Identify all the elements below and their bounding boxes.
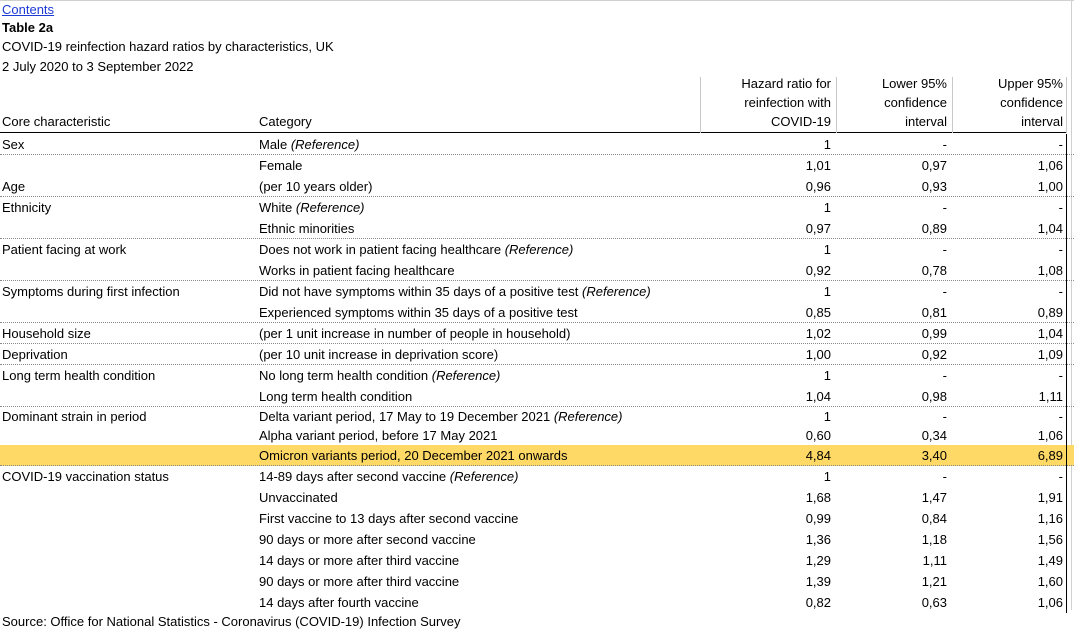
cell-lower-ci: 0,81 [921, 305, 947, 320]
cell-core-characteristic: Household size [2, 326, 91, 341]
table-period: 2 July 2020 to 3 September 2022 [2, 59, 194, 74]
table-row [0, 592, 1074, 613]
table-row [0, 550, 1074, 571]
cell-lower-ci: 0,84 [921, 511, 947, 526]
reference-marker: (Reference) [431, 368, 501, 383]
cell-category [259, 386, 412, 407]
cell-lower-ci: - [942, 368, 947, 383]
table-row [0, 487, 1074, 508]
cell-hazard-ratio: 1,68 [805, 490, 831, 505]
top-border [0, 0, 1074, 1]
column-header-core [0, 77, 259, 133]
column-header-upper-line1: Upper 95% [997, 76, 1063, 91]
cell-core-characteristic: Ethnicity [2, 200, 52, 215]
cell-core-characteristic: Deprivation [2, 347, 68, 362]
cell-category-label: 14-89 days after second vaccine [259, 469, 447, 484]
cell-category [259, 197, 365, 218]
cell-category [259, 365, 500, 386]
cell-lower-ci: - [942, 409, 947, 424]
table-row [0, 466, 1074, 487]
cell-upper-ci: 1,08 [1037, 263, 1063, 278]
cell-upper-ci: 1,60 [1037, 574, 1063, 589]
cell-category-label: Did not have symptoms within 35 days of a positive test [259, 284, 579, 299]
column-header-category [259, 77, 700, 133]
table-label: Table 2a [2, 20, 54, 35]
table-right-rule [1066, 529, 1067, 550]
column-header-upper-line3: interval [1021, 114, 1063, 129]
header-divider [836, 77, 837, 133]
cell-upper-ci: 1,04 [1037, 326, 1063, 341]
cell-category-label: (per 10 unit increase in deprivation score) [259, 347, 499, 362]
cell-hazard-ratio: 1,36 [805, 532, 831, 547]
cell-core-characteristic: Patient facing at work [2, 242, 127, 257]
cell-hazard-ratio: 1 [823, 409, 831, 424]
cell-hazard-ratio: 1 [823, 469, 831, 484]
cell-lower-ci: 1,11 [922, 553, 947, 568]
cell-lower-ci: 0,78 [921, 263, 947, 278]
table-row [0, 445, 1074, 466]
cell-hazard-ratio: 1 [823, 368, 831, 383]
cell-upper-ci: 1,91 [1037, 490, 1063, 505]
table-row [0, 508, 1074, 529]
cell-lower-ci: 0,99 [921, 326, 947, 341]
cell-upper-ci: 1,09 [1037, 347, 1063, 362]
table-row [0, 239, 1074, 260]
cell-lower-ci: 0,89 [921, 221, 947, 236]
cell-upper-ci: 6,89 [1037, 448, 1063, 463]
table-right-rule [1066, 426, 1067, 445]
table-right-rule [1066, 365, 1067, 386]
cell-upper-ci: - [1058, 368, 1063, 383]
cell-hazard-ratio: 1,04 [805, 389, 831, 404]
cell-category-label: Male [259, 137, 288, 152]
table-subtitle: COVID-19 reinfection hazard ratios by characteristics, UK [2, 39, 334, 54]
table-right-rule [1066, 466, 1067, 487]
cell-hazard-ratio: 1 [823, 137, 831, 152]
cell-lower-ci: - [942, 137, 947, 152]
cell-lower-ci: 0,93 [921, 179, 947, 194]
cell-hazard-ratio: 1,29 [805, 553, 831, 568]
column-header-upper-ci [952, 77, 1066, 133]
cell-upper-ci: 1,49 [1037, 553, 1063, 568]
cell-category [259, 302, 578, 323]
column-header-lower-ci [836, 77, 952, 133]
table-right-rule [1066, 407, 1067, 426]
reference-marker: (Reference) [449, 469, 519, 484]
table-body [0, 134, 1074, 613]
header-divider [952, 77, 953, 133]
table-right-rule [1066, 302, 1067, 323]
column-header-hazard-ratio [700, 77, 836, 133]
cell-upper-ci: - [1058, 409, 1063, 424]
cell-upper-ci: 1,06 [1037, 158, 1063, 173]
cell-hazard-ratio: 0,99 [805, 511, 831, 526]
table-right-rule [1066, 344, 1067, 365]
table-row [0, 218, 1074, 239]
cell-category-label: Ethnic minorities [259, 221, 355, 236]
cell-category [259, 445, 568, 466]
table-row [0, 302, 1074, 323]
cell-category-label: Works in patient facing healthcare [259, 263, 455, 278]
cell-category [259, 176, 372, 197]
cell-category-label: Does not work in patient facing healthcare [259, 242, 502, 257]
cell-hazard-ratio: 0,60 [805, 428, 831, 443]
table-row [0, 344, 1074, 365]
table-right-rule [1066, 134, 1067, 155]
cell-lower-ci: - [942, 469, 947, 484]
column-header-lower-line1: Lower 95% [881, 76, 947, 91]
table-row [0, 426, 1074, 445]
cell-hazard-ratio: 1,01 [805, 158, 831, 173]
contents-link[interactable]: Contents [2, 2, 55, 17]
cell-hazard-ratio: 1 [823, 200, 831, 215]
table-row [0, 197, 1074, 218]
cell-category [259, 529, 476, 550]
table-right-rule [1066, 487, 1067, 508]
cell-hazard-ratio: 0,96 [805, 179, 831, 194]
cell-core-characteristic: Long term health condition [2, 368, 156, 383]
cell-category-label: Unvaccinated [259, 490, 338, 505]
cell-category-label: Long term health condition [259, 389, 413, 404]
cell-core-characteristic: COVID-19 vaccination status [2, 469, 169, 484]
cell-hazard-ratio: 1,00 [805, 347, 831, 362]
cell-lower-ci: 0,97 [921, 158, 947, 173]
column-header-lower-line3: interval [905, 114, 947, 129]
cell-hazard-ratio: 4,84 [805, 448, 831, 463]
cell-category [259, 407, 622, 426]
cell-category [259, 155, 302, 176]
cell-category [259, 134, 359, 155]
cell-lower-ci: - [942, 242, 947, 257]
reference-marker: (Reference) [582, 284, 651, 299]
table-row [0, 323, 1074, 344]
cell-lower-ci: 1,21 [921, 574, 947, 589]
table-right-rule [1066, 550, 1067, 571]
cell-category [259, 426, 498, 445]
cell-upper-ci: 0,89 [1037, 305, 1063, 320]
cell-upper-ci: 1,11 [1038, 389, 1063, 404]
cell-core-characteristic: Sex [2, 137, 25, 152]
cell-category-label: Female [259, 158, 303, 173]
table-row [0, 407, 1074, 426]
cell-category-label: (per 1 unit increase in number of people in household) [259, 326, 571, 341]
cell-category [259, 344, 498, 365]
cell-hazard-ratio: 0,92 [805, 263, 831, 278]
source-note: Source: Office for National Statistics - Coronavirus (COVID-19) Infection Survey [2, 614, 461, 629]
cell-category [259, 218, 354, 239]
cell-upper-ci: 1,16 [1037, 511, 1063, 526]
column-header-hr-line1: Hazard ratio for [741, 76, 831, 91]
table-right-rule [1066, 445, 1067, 466]
table-row [0, 260, 1074, 281]
reference-marker: (Reference) [504, 242, 574, 257]
table-right-rule [1066, 386, 1067, 407]
cell-upper-ci: - [1058, 137, 1063, 152]
cell-category [259, 260, 455, 281]
table-right-rule [1066, 260, 1067, 281]
cell-category [259, 323, 570, 344]
column-header-hr-line2: reinfection with [744, 95, 831, 110]
cell-lower-ci: 1,18 [921, 532, 947, 547]
cell-lower-ci: 0,63 [921, 595, 947, 610]
cell-hazard-ratio: 1 [823, 242, 831, 257]
cell-hazard-ratio: 1,02 [805, 326, 831, 341]
table-row [0, 386, 1074, 407]
cell-category [259, 466, 518, 487]
cell-lower-ci: 3,40 [921, 448, 947, 463]
cell-lower-ci: - [942, 200, 947, 215]
cell-category-label: (per 10 years older) [259, 179, 373, 194]
cell-category-label: Omicron variants period, 20 December 2021 onwards [259, 448, 568, 463]
cell-lower-ci: 1,47 [921, 490, 947, 505]
table-row [0, 571, 1074, 592]
cell-upper-ci: 1,56 [1037, 532, 1063, 547]
reference-marker: (Reference) [553, 409, 623, 424]
reference-marker: (Reference) [295, 200, 365, 215]
cell-category-label: 14 days after fourth vaccine [259, 595, 419, 610]
column-header-category-label: Category [259, 114, 312, 129]
cell-lower-ci: 0,98 [921, 389, 947, 404]
cell-hazard-ratio: 0,97 [805, 221, 831, 236]
header-divider [700, 77, 701, 133]
column-header-hr-line3: COVID-19 [771, 114, 831, 129]
column-header-upper-line2: confidence [1000, 95, 1063, 110]
cell-category-label: Experienced symptoms within 35 days of a positive test [259, 305, 578, 320]
cell-category-label: Delta variant period, 17 May to 19 December 2021 [259, 409, 551, 424]
table-row [0, 176, 1074, 197]
cell-upper-ci: 1,04 [1037, 221, 1063, 236]
cell-category [259, 239, 573, 260]
cell-category-label: White [259, 200, 293, 215]
cell-category-label: 14 days or more after third vaccine [259, 553, 460, 568]
table-row [0, 281, 1074, 302]
table-row [0, 529, 1074, 550]
cell-core-characteristic: Age [2, 179, 26, 194]
table-row [0, 365, 1074, 386]
cell-category [259, 281, 651, 302]
table-right-rule [1066, 592, 1067, 613]
table-right-rule [1066, 176, 1067, 197]
cell-category [259, 550, 459, 571]
header-divider [1066, 77, 1067, 133]
cell-upper-ci: - [1058, 200, 1063, 215]
table-right-rule [1066, 508, 1067, 529]
column-header-lower-line2: confidence [884, 95, 947, 110]
cell-upper-ci: 1,00 [1037, 179, 1063, 194]
cell-hazard-ratio: 0,82 [805, 595, 831, 610]
cell-category-label: No long term health condition [259, 368, 429, 383]
cell-category [259, 508, 518, 529]
cell-upper-ci: 1,06 [1037, 595, 1063, 610]
cell-category [259, 592, 419, 613]
table-row [0, 134, 1074, 155]
table-right-rule [1066, 218, 1067, 239]
cell-upper-ci: - [1058, 469, 1063, 484]
cell-core-characteristic: Dominant strain in period [2, 409, 147, 424]
reference-marker: (Reference) [290, 137, 360, 152]
column-header-core-label: Core characteristic [2, 114, 111, 129]
cell-category [259, 487, 338, 508]
cell-core-characteristic: Symptoms during first infection [2, 284, 180, 299]
cell-upper-ci: 1,06 [1037, 428, 1063, 443]
cell-upper-ci: - [1058, 284, 1063, 299]
table-right-rule [1066, 571, 1067, 592]
cell-lower-ci: 0,34 [921, 428, 947, 443]
cell-category-label: 90 days or more after third vaccine [259, 574, 460, 589]
cell-lower-ci: - [942, 284, 947, 299]
cell-hazard-ratio: 1 [823, 284, 831, 299]
cell-hazard-ratio: 1,39 [805, 574, 831, 589]
table-right-rule [1066, 281, 1067, 302]
cell-lower-ci: 0,92 [921, 347, 947, 362]
cell-hazard-ratio: 0,85 [805, 305, 831, 320]
cell-upper-ci: - [1058, 242, 1063, 257]
table-right-rule [1066, 323, 1067, 344]
table-right-rule [1066, 155, 1067, 176]
cell-category-label: First vaccine to 13 days after second vaccine [259, 511, 519, 526]
table-row [0, 155, 1074, 176]
cell-category-label: Alpha variant period, before 17 May 2021 [259, 428, 498, 443]
table-right-rule [1066, 197, 1067, 218]
cell-category [259, 571, 459, 592]
table-right-rule [1066, 239, 1067, 260]
cell-category-label: 90 days or more after second vaccine [259, 532, 476, 547]
